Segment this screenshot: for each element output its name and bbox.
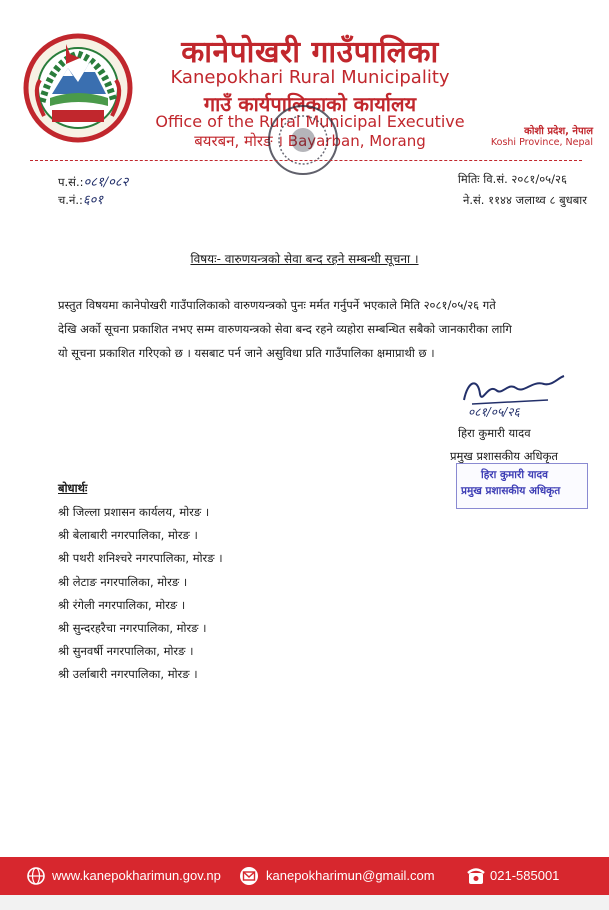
subject-line: विषयः- वारुणयन्त्रको सेवा बन्द रहने सम्बन्धी सूचना । bbox=[190, 252, 419, 266]
ps-number: प.सं.:०८१/०८२ bbox=[58, 175, 129, 190]
cc-heading: बोधार्थः bbox=[58, 481, 88, 495]
cn-number: च.नं.:६०१ bbox=[58, 193, 104, 208]
cc-item: श्री लेटाङ नगरपालिका, मोरङ । bbox=[58, 574, 188, 589]
office-title-hindi: गाउँ कार्यपालिकाको कार्यालय bbox=[203, 92, 417, 116]
province-hindi: कोशी प्रदेश, नेपाल bbox=[524, 126, 593, 137]
cc-item: श्री पथरी शनिश्चरे नगरपालिका, मोरङ । bbox=[58, 551, 223, 566]
municipality-title-hindi: कानेपोखरी गाउँपालिका bbox=[181, 35, 439, 70]
footer-website[interactable]: www.kanepokharimun.gov.np bbox=[52, 868, 221, 883]
stamp-post: प्रमुख प्रशासकीय अधिकृत bbox=[461, 485, 561, 497]
globe-icon bbox=[26, 866, 46, 886]
body-line: प्रस्तुत विषयमा कानेपोखरी गाउँपालिकाको वारुणयन्त्रको पुनः मर्मत गर्नुपर्ने भएकाले मिति २०८१/०५/२६ गते bbox=[58, 298, 496, 312]
notice-body bbox=[58, 293, 583, 365]
header-divider bbox=[30, 160, 582, 161]
footer-email[interactable]: kanepokharimun@gmail.com bbox=[266, 868, 435, 883]
municipality-emblem bbox=[22, 32, 134, 144]
signature-date: ०८१/०५/२६ bbox=[468, 405, 520, 419]
cc-item: श्री उर्लाबारी नगरपालिका, मोरङ । bbox=[58, 667, 198, 682]
cc-list bbox=[58, 501, 223, 687]
cn-number-value: ६०१ bbox=[82, 193, 104, 208]
page-bottom-margin bbox=[0, 895, 609, 910]
cc-item: श्री सुनवर्षी नगरपालिका, मोरङ । bbox=[58, 644, 194, 659]
issue-date: मितिः वि.सं. २०८१/०५/२६ bbox=[457, 172, 567, 186]
phone-icon bbox=[466, 866, 486, 886]
cc-item: श्री बेलाबारी नगरपालिका, मोरङ । bbox=[58, 528, 198, 543]
signatory-post: प्रमुख प्रशासकीय अधिकृत bbox=[450, 449, 558, 463]
cc-item: श्री जिल्ला प्रशासन कार्यलय, मोरङ । bbox=[58, 505, 210, 519]
email-icon bbox=[238, 866, 260, 886]
stamp-name: हिरा कुमारी यादव bbox=[481, 469, 548, 481]
body-line: देखि अर्को सूचना प्रकाशित नभए सम्म वारुणयन्त्रको सेवा बन्द रहने व्यहोरा सम्बन्धित सबैको जानकारीका लागि bbox=[58, 322, 512, 336]
footer-phone[interactable]: 021-585001 bbox=[490, 868, 560, 883]
nepal-sambat-date: ने.सं. ११४४ जलाथ्व ८ बुधबार bbox=[462, 193, 587, 207]
office-address: बयरबन, मोरङ । Bayarban, Morang bbox=[194, 132, 426, 150]
signatory-name: हिरा कुमारी यादव bbox=[458, 426, 531, 440]
body-line: यो सूचना प्रकाशित गरिएको छ । यसबाट पर्न जाने असुविधा प्रति गाउँपालिका क्षमाप्राथी छ । bbox=[58, 346, 435, 360]
office-title-english: Office of the Rural Municipal Executive bbox=[155, 112, 465, 131]
office-seal bbox=[248, 100, 358, 180]
cc-item: श्री सुन्दरहरैचा नगरपालिका, मोरङ । bbox=[58, 620, 207, 635]
ps-number-value: ०८१/०८२ bbox=[83, 175, 129, 190]
municipality-title-english: Kanepokhari Rural Municipality bbox=[170, 67, 450, 88]
cc-item: श्री रंगेली नगरपालिका, मोरङ । bbox=[58, 597, 186, 612]
province-english: Koshi Province, Nepal bbox=[490, 137, 593, 148]
